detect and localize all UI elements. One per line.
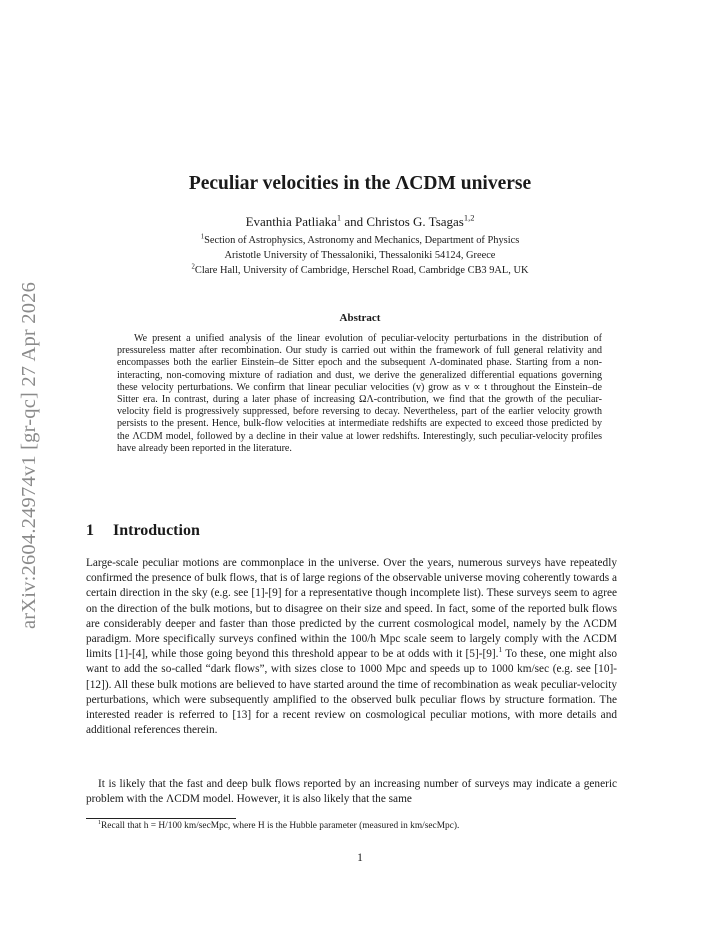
affiliation-1-line-2 — [0, 250, 720, 261]
section-title: Introduction — [113, 522, 200, 539]
footnote-number: 1 — [98, 819, 102, 826]
affiliation-text: Clare Hall, University of Cambridge, Herschel Road, Cambridge CB3 9AL, UK — [194, 265, 529, 276]
abstract-body: We present a unified analysis of the linear evolution of peculiar-velocity perturbations in the distribution of pressureless matter after recombination. Our study is carried out within the framework of full general relativity and encompasses both the earlier Einstein–de Sitter epoch and the subsequent Λ-dominated phase. Starting from a non-interacting, non-comoving mixture of radiation and dust, we derive the generalized differential equations governing these velocity perturbations. We confirm that linear peculiar velocities (v) grow as v ∝ t throughout the Einstein–de Sitter era. In contrast, during a later phase of increasing ΩΛ-contribution, we find that the growth of the peculiar-velocity field is progressively suppressed, before reversing to decay. Nevertheless, part of the earlier velocity growth persists to the present. Hence, bulk-flow velocities at intermediate redshifts are expected to exceed those predicted by the ΛCDM model, followed by a decline in their value at lower redshifts. Interestingly, such peculiar-velocity profiles have already been reported in the literature. — [117, 333, 602, 454]
footnote-text: Recall that h = H/100 km/secMpc, where H is the Hubble parameter (measured in km/secMpc). — [101, 821, 460, 831]
abstract-heading: Abstract — [339, 312, 381, 324]
section-heading — [86, 522, 200, 540]
paper-title: Peculiar velocities in the ΛCDM universe — [188, 173, 532, 194]
author-affiliation-mark: 1 — [336, 212, 342, 223]
affiliation-text: Aristotle University of Thessaloniki, Thessaloniki 54124, Greece — [224, 250, 496, 261]
author-name: Evanthia Patliaka — [245, 214, 337, 229]
affiliation-2 — [0, 265, 720, 276]
affiliation-mark: 2 — [191, 263, 195, 271]
affiliation-text: Section of Astrophysics, Astronomy and Mechanics, Department of Physics — [204, 235, 520, 246]
intro-paragraph-2: It is likely that the fast and deep bulk flows reported by an increasing number of surveys may indicate a generic problem with the ΛCDM model. However, it is also likely that the same — [86, 778, 617, 806]
affiliation-mark: 1 — [200, 233, 205, 241]
section-number: 1 — [86, 522, 94, 539]
footnote — [86, 821, 617, 831]
intro-paragraph-1 — [86, 556, 617, 738]
author-name: Christos G. Tsagas — [366, 214, 464, 229]
arxiv-stamp-text: arXiv:2604.24974v1 [gr-qc] 27 Apr 2026 — [18, 281, 41, 629]
paragraph-text: To these, one might also want to add the so-called “dark flows”, with sizes close to 1000 Mpc and speeds up to 1000 km/sec (e.g. see [10]-[12]). All these bulk motions are believed to have started around the time of recombination as weak peculiar-velocity perturbations, which were subsequently amplified to the observed bulk peculiar flows by structure formation. The interested reader is referred to [13] for a recent review on cosmological peculiar motions, with more details and additional references therein. — [86, 648, 617, 737]
paragraph-text: Large-scale peculiar motions are commonplace in the universe. Over the years, numerous surveys have repeatedly confirmed the presence of bulk flows, that is of large regions of the observable universe moving coherently towards a certain direction in the sky (e.g. see [1]-[9] for a representative though incomplete list). These surveys seem to agree on the direction of the bulk motions, but to disagree on their size and speed. In fact, some of the reported bulk flows are considerably deeper and faster than those predicted by the current cosmological model, namely by the ΛCDM paradigm. More specifically surveys confined within the 100/h Mpc scale seem to largely comply with the ΛCDM limits [1]-[4], while those going beyond this threshold appear to be at odds with it [5]-[9]. — [86, 557, 617, 661]
affiliation-1-line-1 — [0, 235, 720, 246]
author-conjunction: and — [341, 214, 367, 229]
footnote-mark: 1 — [498, 645, 503, 655]
page-number: 1 — [357, 852, 363, 864]
footnote-divider — [86, 818, 236, 819]
author-affiliation-mark: 1,2 — [463, 212, 475, 223]
author-list — [0, 214, 720, 230]
